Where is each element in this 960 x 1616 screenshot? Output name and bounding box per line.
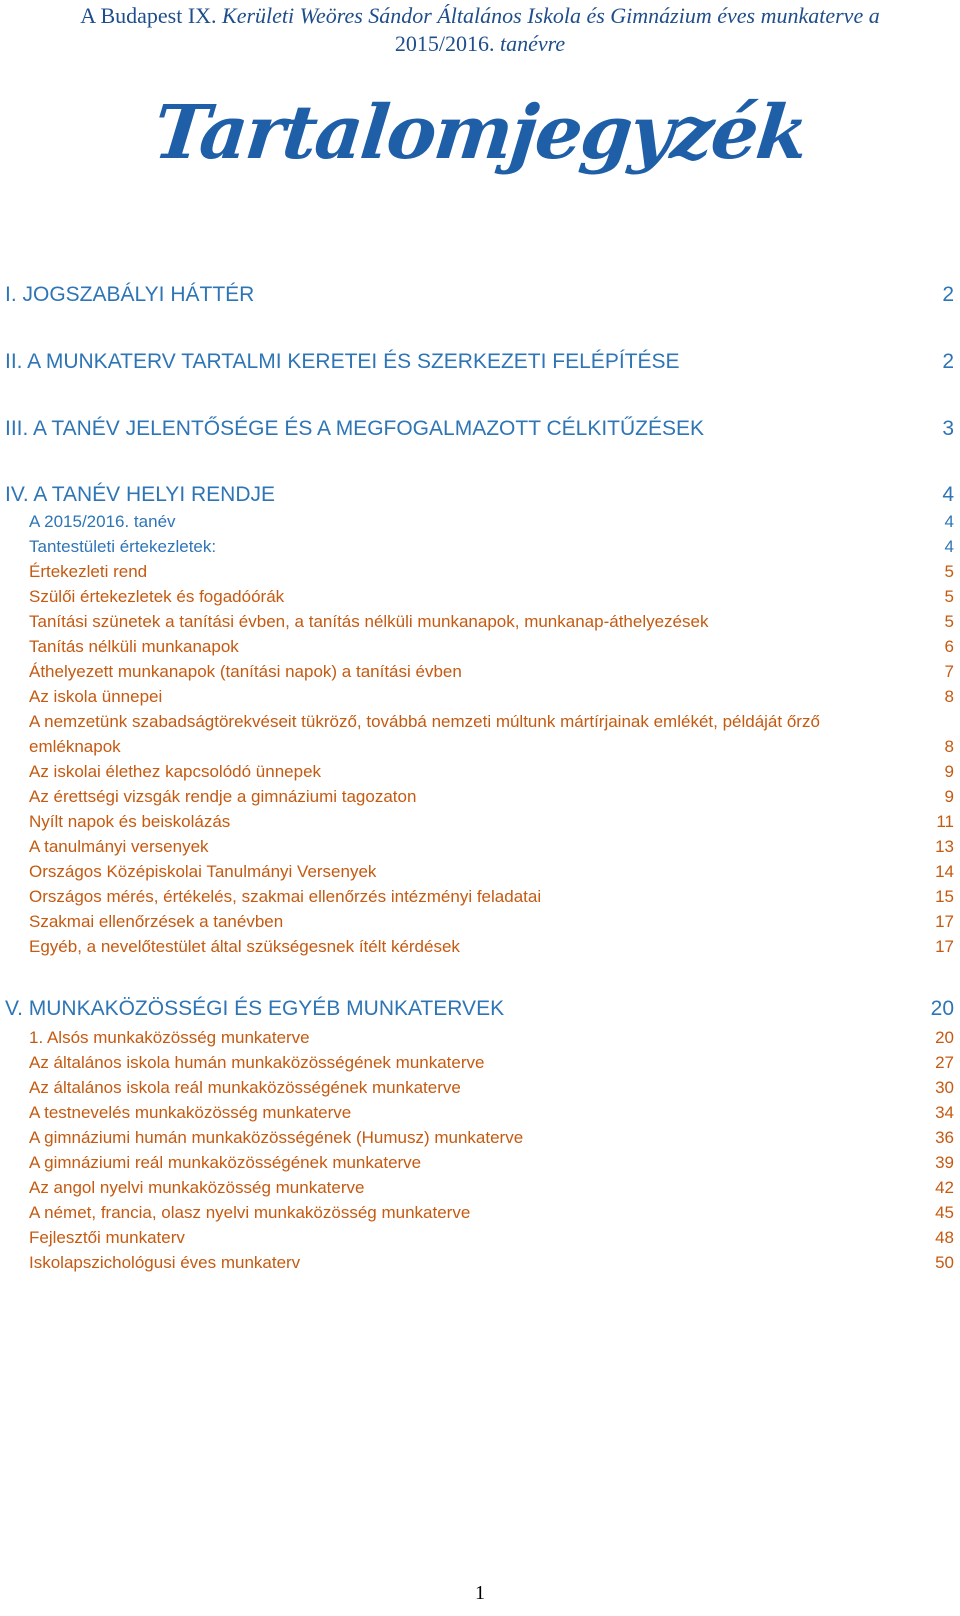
toc-entry-label[interactable]: Áthelyezett munkanapok (tanítási napok) a tanítási évben — [29, 662, 462, 681]
toc-entry-page: 30 — [935, 1078, 954, 1097]
toc-entry-label[interactable]: Tanítás nélküli munkanapok — [29, 637, 239, 656]
document-header — [10, 2, 950, 58]
toc-entry-page: 6 — [944, 637, 954, 656]
toc-title: Tartalomjegyzék — [149, 90, 811, 176]
toc-entry-page: 7 — [944, 662, 954, 681]
toc-entry-page: 34 — [935, 1103, 954, 1122]
toc-entry-label[interactable]: Országos mérés, értékelés, szakmai ellenőrzés intézményi feladatai — [29, 887, 542, 906]
toc-entry-page: 5 — [944, 562, 954, 581]
toc-entry-label[interactable]: A testnevelés munkaközösség munkaterve — [29, 1103, 352, 1122]
toc-entry-page: 9 — [944, 762, 954, 781]
toc-entry-page: 4 — [942, 483, 954, 506]
toc-entry-label[interactable]: Országos Középiskolai Tanulmányi Versenyek — [29, 862, 377, 881]
toc-entry-page: 20 — [935, 1028, 954, 1047]
toc-entry-label[interactable]: Az általános iskola humán munkaközösségének munkaterve — [29, 1053, 485, 1072]
toc-entry-label[interactable]: A gimnáziumi reál munkaközösségének munkaterve — [29, 1153, 422, 1172]
toc-entry-label[interactable]: Az érettségi vizsgák rendje a gimnáziumi tagozaton — [29, 787, 417, 806]
toc-entry-page: 45 — [935, 1203, 954, 1222]
toc-entry-label[interactable]: A tanulmányi versenyek — [29, 837, 209, 856]
toc-entry-page: 17 — [935, 912, 954, 931]
toc-entry-page: 5 — [944, 612, 954, 631]
toc-entry-page: 50 — [935, 1253, 954, 1272]
toc-entry-label[interactable]: II. A MUNKATERV TARTALMI KERETEI ÉS SZERKEZETI FELÉPÍTÉSE — [5, 350, 680, 373]
toc-entry-label[interactable]: III. A TANÉV JELENTŐSÉGE ÉS A MEGFOGALMAZOTT CÉLKITŰZÉSEK — [5, 417, 705, 440]
toc-entry-page: 42 — [935, 1178, 954, 1197]
toc-entry-page: 2 — [942, 350, 954, 373]
toc-entry-label[interactable]: Az iskolai élethez kapcsolódó ünnepek — [29, 762, 322, 781]
toc-entry-page: 39 — [935, 1153, 954, 1172]
toc-entry-page: 2 — [942, 283, 954, 306]
toc-entry-label[interactable]: Szülői értekezletek és fogadóórák — [29, 587, 285, 606]
header-line-1-italic: Kerületi Weöres Sándor Általános Iskola és Gimnázium éves munkaterve a — [222, 3, 880, 28]
toc-entry-label[interactable]: Tantestületi értekezletek: — [29, 537, 217, 556]
toc-entry-label[interactable]: A nemzetünk szabadságtörekvéseit tükröző, továbbá nemzeti múltunk mártírjainak emlékét, példáját őrző — [29, 712, 820, 731]
toc-entry-label[interactable]: Egyéb, a nevelőtestület által szükségesnek ítélt kérdések — [29, 937, 460, 956]
toc-entry-label[interactable]: Fejlesztői munkaterv — [29, 1228, 185, 1247]
toc-entry-page: 8 — [944, 737, 954, 756]
toc-entry-page: 4 — [944, 537, 954, 556]
toc-entry-label[interactable]: I. JOGSZABÁLYI HÁTTÉR — [5, 283, 255, 306]
toc-entry-label[interactable]: Nyílt napok és beiskolázás — [29, 812, 231, 831]
toc-entry-label[interactable]: IV. A TANÉV HELYI RENDJE — [5, 483, 275, 506]
toc-entry-page: 27 — [935, 1053, 954, 1072]
toc-entry-label[interactable]: Szakmai ellenőrzések a tanévben — [29, 912, 284, 931]
toc-entry-page: 5 — [944, 587, 954, 606]
toc-entry-label[interactable]: Az általános iskola reál munkaközösségének munkaterve — [29, 1078, 461, 1097]
toc-entry-label[interactable]: Az iskola ünnepei — [29, 687, 163, 706]
toc-entry-page: 36 — [935, 1128, 954, 1147]
toc-entry-label[interactable]: Értekezleti rend — [29, 562, 148, 581]
header-line-2 — [10, 30, 950, 58]
toc-entry-label[interactable]: Tanítási szünetek a tanítási évben, a tanítás nélküli munkanapok, munkanap-áthelyezések — [29, 612, 709, 631]
toc-entry-label[interactable]: emléknapok — [29, 737, 121, 756]
header-line-1-normal: A Budapest IX. — [80, 3, 223, 28]
toc-entry-page: 3 — [942, 417, 954, 440]
toc-entry-label[interactable]: A 2015/2016. tanév — [29, 512, 176, 531]
page-number: 1 — [475, 1582, 485, 1604]
toc-entry-page: 14 — [935, 862, 954, 881]
toc-entry-page: 4 — [944, 512, 954, 531]
toc-entry-label[interactable]: A gimnáziumi humán munkaközösségének (Humusz) munkaterve — [29, 1128, 524, 1147]
header-line-2-italic: tanévre — [499, 31, 566, 56]
header-line-2-normal: 2015/2016. — [394, 31, 500, 56]
toc-entry-label[interactable]: A német, francia, olasz nyelvi munkaközösség munkaterve — [29, 1203, 471, 1222]
toc-entry-page: 48 — [935, 1228, 954, 1247]
toc-entry-page: 13 — [935, 837, 954, 856]
toc-entry-label[interactable]: 1. Alsós munkaközösség munkaterve — [29, 1028, 310, 1047]
header-line-1 — [10, 2, 950, 30]
toc-entry-label[interactable]: Iskolapszichológusi éves munkaterv — [29, 1253, 301, 1272]
toc-entry-page: 8 — [944, 687, 954, 706]
toc-entry-page: 17 — [935, 937, 954, 956]
toc-entry-label[interactable]: Az angol nyelvi munkaközösség munkaterve — [29, 1178, 365, 1197]
toc-entry-page: 15 — [935, 887, 954, 906]
toc-entry-label[interactable]: V. MUNKAKÖZÖSSÉGI ÉS EGYÉB MUNKATERVEK — [5, 997, 505, 1020]
toc-entry-page: 20 — [930, 997, 954, 1020]
toc-entry-page: 11 — [936, 812, 954, 831]
toc-entry-page: 9 — [944, 787, 954, 806]
